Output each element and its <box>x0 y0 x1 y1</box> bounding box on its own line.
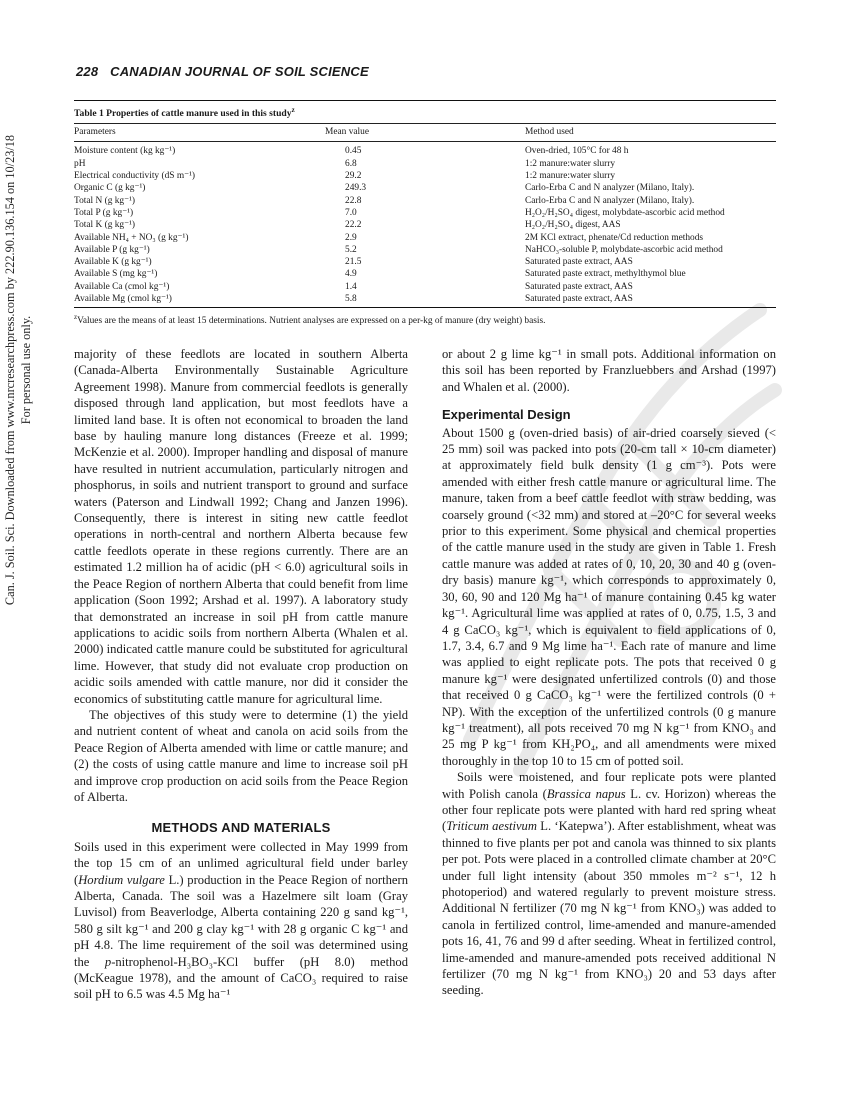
table-row: Total N (g kg⁻¹) 22.8 Carlo-Erba C and N analyzer (Milano, Italy). <box>74 195 695 206</box>
footnote-mark: z <box>74 313 78 322</box>
table-row: Available P (g kg⁻¹) 5.2 NaHCO₃-soluble P, molybdate-ascorbic acid method <box>74 244 723 255</box>
header-mean-value: Mean value <box>325 124 525 142</box>
planting-paragraph: Soils were moistened, and four replicate pots were planted with Polish canola (Brassica napus L. cv. Horizon) whereas the other four replicate pots were planted with hard red spring wheat (Triticum aestivum L. ‘Katepwa’). After establishment, wheat was thinned to five plants per pot and canola was thinned to six plants per pot. Pots were placed in a controlled climate chamber at 20°C under full light intensity (about 350 mmoles m⁻² s⁻¹, 12 h photoperiod) and watered regularly to prevent moisture stress. Additional N fertilizer (70 mg N kg⁻¹ from KNO₃) was added to canola in fertilized control, lime-amended and manure-amended pots 16, 41, 76 and 99 d after seeding. Wheat in fertilized control, lime-amended and manure-amended pots received additional N fertilizer (70 mg N kg⁻¹ from KNO₃) 20 and 53 days after seeding. <box>442 770 777 998</box>
download-notice <box>2 20 36 720</box>
table-row: Moisture content (kg kg⁻¹) 0.45 Oven-dried, 105°C for 48 h <box>74 146 629 157</box>
download-notice-line1: Can. J. Soil. Sci. Downloaded from www.nrcresearchpress.com by 222.90.136.154 on 10/23/18 <box>3 134 17 606</box>
continuation-paragraph: or about 2 g lime kg⁻¹ in small pots. Additional information on this soil has been reported by Franzluebbers and Arshad (1997) and Whalen et al. (2000). <box>442 347 776 394</box>
objectives-paragraph: The objectives of this study were to determine (1) the yield and nutrient content of wheat and canola on acid soils from the Peace Region of Alberta amended with lime or cattle manure; and (2) the costs of using cattle manure and lime to increase soil pH and improve crop production on acid soils from the Peace Region of Alberta. <box>74 707 408 804</box>
design-paragraph: About 1500 g (oven-dried basis) of air-dried coarsely sieved (< 25 mm) soil was packed into pots (20-cm tall × 10-cm diameter) at approximately field bulk density (1 g cm⁻³). Pots were amended with either fresh cattle manure or agricultural lime. The manure, taken from a beef cattle feedlot with straw bedding, was coarsely ground (<32 mm) and stored at –20°C for several weeks prior to this experiment. Some physical and chemical properties of the cattle manure used in the study are given in Table 1. Fresh cattle manure was added at rates of 0, 10, 20, 30 and 40 g (oven-dry basis) manure kg⁻¹, which corresponds to approximately 0, 30, 60, 90 and 120 Mg ha⁻¹ of manure containing 0.45 kg water kg⁻¹. Agricultural lime was applied at rates of 0, 0.75, 1.5, 3 and 4 g CaCO₃ kg⁻¹, which is equivalent to field applications of 0, 1.7, 3.4, 6.7 and 9 Mg lime ha⁻¹. Each rate of manure and lime was applied to eight replicate pots. The pots that received 0 g manure kg⁻¹ were designated unfertilized controls (0) and those that received 0 g CaCO₃ kg⁻¹ were the fertilized controls (0 + NP). With the exception of the unfertilized controls (0 g manure kg⁻¹ treatment), all pots received 70 mg N kg⁻¹ from KNO₃ and 25 mg P kg⁻¹ from KH₂PO₄, and all amendments were mixed thoroughly in the top 10 to 15 cm of potted soil. <box>442 425 776 768</box>
table-row: pH 6.8 1:2 manure:water slurry <box>74 158 616 169</box>
table-row: Available Mg (cmol kg⁻¹) 5.8 Saturated paste extract, AAS <box>74 294 633 305</box>
table-row: Organic C (g kg⁻¹) 249.3 Carlo-Erba C and N analyzer (Milano, Italy). <box>74 183 695 194</box>
table-row: Available NH₄ + NO₃ (g kg⁻¹) 2.9 2M KCl extract, phenate/Cd reduction methods <box>74 232 704 243</box>
intro-paragraph: majority of these feedlots are located in southern Alberta (Canada-Alberta Environmentally Sustainable Agriculture Agreement 1998). Manure from commercial feedlots is generally disposed through land application, but most feedlots have a limited land base. It is often not economical to broaden the land base by hauling manure long distances (Freeze et al. 1999; McKenzie et al. 2000). Improper handling and disposal of manure have resulted in nutrient accumulation, particularly nitrogen and phosphorus, in soils and nutrient transport to ground and surface waters (Paterson and Lindwall 1992; Chang and Janzen 1996). Consequently, there is interest in siting new cattle feedlot operations in north-central and northern Alberta because few cattle feedlots operate in these regions currently. There are an estimated 1.2 million ha of acidic (pH < 6.0) agricultural soils in the Peace Region of northern Alberta that could benefit from lime application (Soon 1992; Arshad et al. 1997). A laboratory study that demonstrated an increase in soil pH from cattle manure applications to acidic soils from northern Alberta (Whalen et al. 2000) indicated cattle manure could be substituted for agricultural lime. However, that study did not evaluate crop production on acidic soils amended with cattle manure, nor did it consider the economics of substituting cattle manure for agricultural lime. <box>74 347 408 706</box>
left-column <box>74 346 408 1003</box>
section-heading-methods: METHODS AND MATERIALS <box>151 820 331 836</box>
table-title-mark: z <box>291 106 295 114</box>
table-row: Total P (g kg⁻¹) 7.0 H₂O₂/H₂SO₄ digest, molybdate-ascorbic acid method <box>74 207 725 218</box>
journal-title: CANADIAN JOURNAL OF SOIL SCIENCE <box>110 64 369 79</box>
table-row: Available Ca (cmol kg⁻¹) 1.4 Saturated paste extract, AAS <box>74 281 633 292</box>
table-title: Table 1 Properties of cattle manure used in this study$^z$ <box>74 106 295 120</box>
header-parameters: Parameters <box>74 124 325 142</box>
right-column <box>442 346 776 999</box>
download-notice-line2: For personal use only. <box>19 315 33 425</box>
properties-table <box>74 100 776 327</box>
header-method: Method used <box>525 124 776 142</box>
table-row: Total K (g kg⁻¹) 22.2 H₂O₂/H₂SO₄ digest, AAS <box>74 220 621 231</box>
page-number: 228 <box>76 64 99 79</box>
table-footnote: $^z$Values are the means of at least 15 determinations. Nutrient analyses are expressed on a per-kg of manure (dry weight) basis. <box>74 313 546 327</box>
table-row: Available K (g kg⁻¹) 21.5 Saturated paste extract, AAS <box>74 257 633 268</box>
running-head <box>76 64 369 79</box>
table-row: Electrical conductivity (dS m⁻¹) 29.2 1:2 manure:water slurry <box>74 171 616 182</box>
subsection-heading-design: Experimental Design <box>442 407 571 423</box>
soils-paragraph: Soils used in this experiment were collected in May 1999 from the top 15 cm of an unlimed agricultural field under barley (Hordium vulgare L.) production in the Peace Region of northern Alberta, Canada. The soil was a Hazelmere silt loam (Gray Luvisol) from Beaverlodge, Alberta containing 220 g sand kg⁻¹, 580 g silt kg⁻¹ and 200 g clay kg⁻¹ with 28 g organic C kg⁻¹ and pH 4.8. The lime requirement of the soil was determined using the p-nitrophenol-H₃BO₃-KCl buffer (pH 8.0) method (McKeague 1978), and the amount of CaCO₃ required to raise soil pH to 6.5 was 4.5 Mg ha⁻¹ <box>74 839 408 1002</box>
table-row: Available S (mg kg⁻¹) 4.9 Saturated paste extract, methylthymol blue <box>74 269 686 280</box>
